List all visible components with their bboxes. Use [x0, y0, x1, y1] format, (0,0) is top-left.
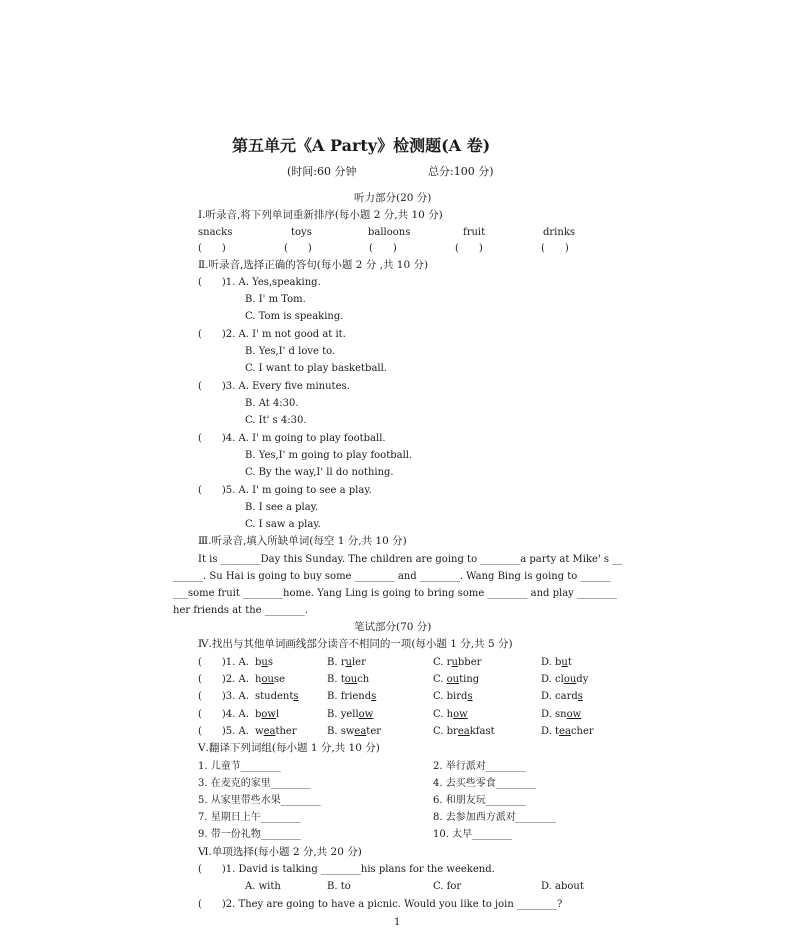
q4-1-number: ( )1. A.: [198, 657, 249, 668]
q2-4-option-b: B. Yes,I' m going to play football.: [245, 450, 413, 461]
section-5-heading: Ⅴ.翻译下列词组(每小题 1 分,共 10 分): [198, 742, 380, 754]
q2-2-option-b: B. Yes,I' d love to.: [245, 346, 336, 357]
q4-4-number: ( )4. A.: [198, 709, 249, 720]
cloze-line-2: ______. Su Hai is going to buy some ________ and ________. Wang Bing is going to ______: [173, 571, 611, 582]
q4-1-option-a: bus: [255, 657, 273, 668]
translate-item-7: 7. 星期日上午________: [198, 812, 301, 823]
answer-blank-1[interactable]: ( ): [198, 243, 226, 254]
q4-1-option-b: B. ruler: [327, 657, 366, 668]
q4-5-option-c: C. breakfast: [433, 726, 495, 737]
q4-3-option-c: C. birds: [433, 691, 473, 702]
section-6-heading: Ⅵ.单项选择(每小题 2 分,共 20 分): [198, 846, 362, 858]
translate-item-8: 8. 去参加西方派对________: [433, 812, 556, 823]
q6-1-option-a: A. with: [245, 881, 281, 892]
answer-blank-4[interactable]: ( ): [455, 243, 483, 254]
q4-5-option-b: B. sweater: [327, 726, 382, 737]
cloze-line-4: her friends at the ________.: [173, 605, 308, 616]
section-3-heading: Ⅲ.听录音,填入所缺单词(每空 1 分,共 10 分): [198, 535, 407, 547]
q6-1-stem: ( )1. David is talking ________his plans for the weekend.: [198, 864, 495, 875]
q2-4-option-a: ( )4. A. I' m going to play football.: [198, 433, 386, 444]
q2-2-option-c: C. I want to play basketball.: [245, 363, 387, 374]
q2-5-option-a: ( )5. A. I' m going to see a play.: [198, 485, 372, 496]
q6-1-option-b: B. to: [327, 881, 351, 892]
q4-5-option-a: weather: [255, 726, 297, 737]
q4-3-number: ( )3. A.: [198, 691, 249, 702]
q4-2-option-c: C. outing: [433, 674, 480, 685]
answer-blank-2[interactable]: ( ): [284, 243, 312, 254]
q6-2-stem: ( )2. They are going to have a picnic. Would you like to join ________?: [198, 899, 563, 910]
q2-5-option-c: C. I saw a play.: [245, 519, 321, 530]
translate-item-10: 10. 太早________: [433, 829, 513, 840]
q4-2-option-b: B. touch: [327, 674, 370, 685]
cloze-line-1: It is ________Day this Sunday. The children are going to ________a party at Mike' s __: [198, 554, 623, 565]
word-balloons: balloons: [368, 227, 411, 238]
word-snacks: snacks: [198, 227, 233, 238]
q4-2-number: ( )2. A.: [198, 674, 249, 685]
q2-1-option-a: ( )1. A. Yes,speaking.: [198, 277, 321, 288]
q2-2-option-a: ( )2. A. I' m not good at it.: [198, 329, 346, 340]
written-heading: 笔试部分(70 分): [354, 621, 432, 633]
cloze-line-3: ___some fruit ________home. Yang Ling is going to bring some ________ and play ________: [173, 588, 617, 599]
section-1-heading: Ⅰ.听录音,将下列单词重新排序(每小题 2 分,共 10 分): [198, 209, 443, 221]
translate-item-5: 5. 从家里带些水果________: [198, 795, 321, 806]
q2-3-option-a: ( )3. A. Every five minutes.: [198, 381, 350, 392]
q4-3-option-a: students: [255, 691, 299, 702]
answer-blank-3[interactable]: ( ): [369, 243, 397, 254]
q2-4-option-c: C. By the way,I' ll do nothing.: [245, 467, 394, 478]
translate-item-3: 3. 在麦克的家里________: [198, 778, 311, 789]
translate-item-6: 6. 和朋友玩________: [433, 795, 526, 806]
q4-1-option-c: C. rubber: [433, 657, 482, 668]
q4-2-option-a: house: [255, 674, 285, 685]
q4-3-option-b: B. friends: [327, 691, 377, 702]
answer-blank-5[interactable]: ( ): [541, 243, 569, 254]
word-toys: toys: [291, 227, 312, 238]
q4-3-option-d: D. cards: [541, 691, 583, 702]
section-2-heading: Ⅱ.听录音,选择正确的答句(每小题 2 分 ,共 10 分): [198, 259, 429, 271]
exam-time: (时间:60 分钟: [287, 165, 357, 178]
translate-item-9: 9. 带一份礼物________: [198, 829, 301, 840]
section-4-heading: Ⅳ.找出与其他单词画线部分读音不相同的一项(每小题 1 分,共 5 分): [198, 638, 513, 650]
q2-3-option-c: C. It' s 4:30.: [245, 415, 307, 426]
q4-5-option-d: D. teacher: [541, 726, 594, 737]
listening-heading: 听力部分(20 分): [354, 192, 432, 204]
q2-1-option-c: C. Tom is speaking.: [245, 311, 344, 322]
translate-item-1: 1. 儿童节________: [198, 761, 281, 772]
q4-5-number: ( )5. A.: [198, 726, 249, 737]
word-drinks: drinks: [543, 227, 576, 238]
q2-1-option-b: B. I' m Tom.: [245, 294, 306, 305]
q4-4-option-d: D. snow: [541, 709, 582, 720]
q4-2-option-d: D. cloudy: [541, 674, 589, 685]
q2-3-option-b: B. At 4:30.: [245, 398, 299, 409]
page-number: 1: [394, 917, 401, 928]
word-fruit: fruit: [463, 227, 486, 238]
q6-1-option-c: C. for: [433, 881, 462, 892]
q2-5-option-b: B. I see a play.: [245, 502, 319, 513]
q4-4-option-c: C. how: [433, 709, 468, 720]
translate-item-2: 2. 举行派对________: [433, 761, 526, 772]
q4-4-option-b: B. yellow: [327, 709, 374, 720]
q6-1-option-d: D. about: [541, 881, 584, 892]
q4-1-option-d: D. but: [541, 657, 572, 668]
exam-total-score: 总分:100 分): [428, 165, 494, 178]
q4-4-option-a: bowl: [255, 709, 280, 720]
page-title: 第五单元《A Party》检测题(A 卷): [232, 136, 491, 155]
translate-item-4: 4. 去买些零食________: [433, 778, 536, 789]
